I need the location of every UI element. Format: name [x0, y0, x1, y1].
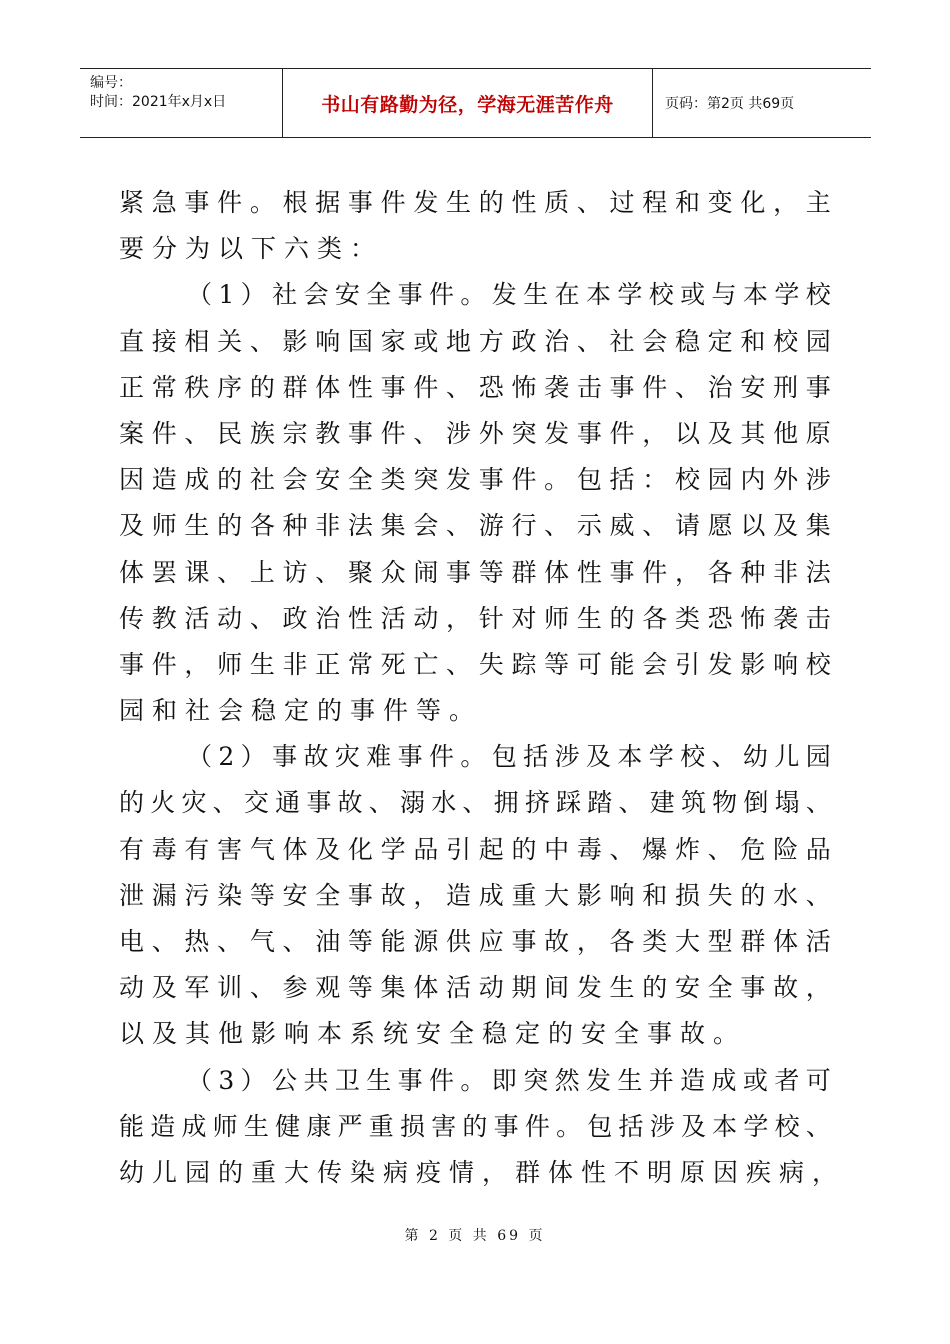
- text-line: 及 师 生 的 各 种 非 法 集 会 、 游 行 、 示 威 、 请 愿 以 及 集: [119, 511, 831, 541]
- document-body: [119, 180, 846, 1196]
- document-number-label: 编号：: [90, 75, 132, 91]
- document-date-label: 时间：2021年x月x日: [90, 94, 227, 110]
- header-meta-cell: [80, 69, 283, 137]
- text-line: 园和社会稳定的事件等。: [119, 696, 483, 726]
- header-page-info: 页码：第2页 共69页: [665, 96, 795, 112]
- text-line: 有 毒 有 害 气 体 及 化 学 品 引 起 的 中 毒 、 爆 炸 、 危 险 品: [119, 834, 831, 864]
- text-line: 以及其他影响本系统安全稳定的安全事故。: [119, 1019, 747, 1049]
- header-motto-cell: [283, 69, 653, 137]
- text-line: （ 1 ） 社 会 安 全 事 件 。 发 生 在 本 学 校 或 与 本 学 校: [187, 280, 831, 310]
- text-line: 案 件 、 民 族 宗 教 事 件 、 涉 外 突 发 事 件 ， 以 及 其 他 原: [119, 418, 831, 448]
- text-line: （ 2 ） 事 故 灾 难 事 件 。 包 括 涉 及 本 学 校 、 幼 儿 园: [187, 742, 831, 772]
- text-line: 幼儿园的重大传染病疫情，群体性不明原因疾病，: [119, 1157, 846, 1187]
- page-footer: 第 2 页 共 69 页: [404, 1228, 546, 1244]
- text-line: 能 造 成 师 生 健 康 严 重 损 害 的 事 件 。 包 括 涉 及 本 学 校 、: [119, 1111, 831, 1141]
- text-line: 泄 漏 污 染 等 安 全 事 故 ， 造 成 重 大 影 响 和 损 失 的 水 、: [119, 880, 831, 910]
- text-line: 传 教 活 动 、 政 治 性 活 动 ， 针 对 师 生 的 各 类 恐 怖 袭 击: [119, 603, 831, 633]
- text-line: 动 及 军 训 、 参 观 等 集 体 活 动 期 间 发 生 的 安 全 事 故 ，: [119, 973, 831, 1003]
- header-motto: 书山有路勤为径，学海无涯苦作舟: [321, 93, 614, 116]
- text-line: 正 常 秩 序 的 群 体 性 事 件 、 恐 怖 袭 击 事 件 、 治 安 刑 事: [119, 372, 831, 402]
- text-line: （ 3 ） 公 共 卫 生 事 件 。 即 突 然 发 生 并 造 成 或 者 可: [187, 1065, 831, 1095]
- text-line: 体 罢 课 、 上 访 、 聚 众 闹 事 等 群 体 性 事 件 ， 各 种 非 法: [119, 557, 831, 587]
- text-line: 直 接 相 关 、 影 响 国 家 或 地 方 政 治 、 社 会 稳 定 和 校 园: [119, 326, 831, 356]
- text-line: 紧 急 事 件 。 根 据 事 件 发 生 的 性 质 、 过 程 和 变 化 ， 主: [119, 188, 831, 217]
- text-line: 因 造 成 的 社 会 安 全 类 突 发 事 件 。 包 括 ： 校 园 内 外 涉: [119, 465, 831, 495]
- text-line: 电 、 热 、 气 、 油 等 能 源 供 应 事 故 ， 各 类 大 型 群 体 活: [119, 927, 831, 956]
- text-line: 事 件 ， 师 生 非 正 常 死 亡 、 失 踪 等 可 能 会 引 发 影 响 校: [119, 649, 831, 679]
- text-line: 的 火 灾 、 交 通 事 故 、 溺 水 、 拥 挤 踩 踏 、 建 筑 物 倒 塌 、: [119, 788, 831, 818]
- page-header: [80, 68, 871, 138]
- text-line: 要分为以下六类：: [119, 234, 384, 264]
- header-page-cell: [653, 69, 871, 137]
